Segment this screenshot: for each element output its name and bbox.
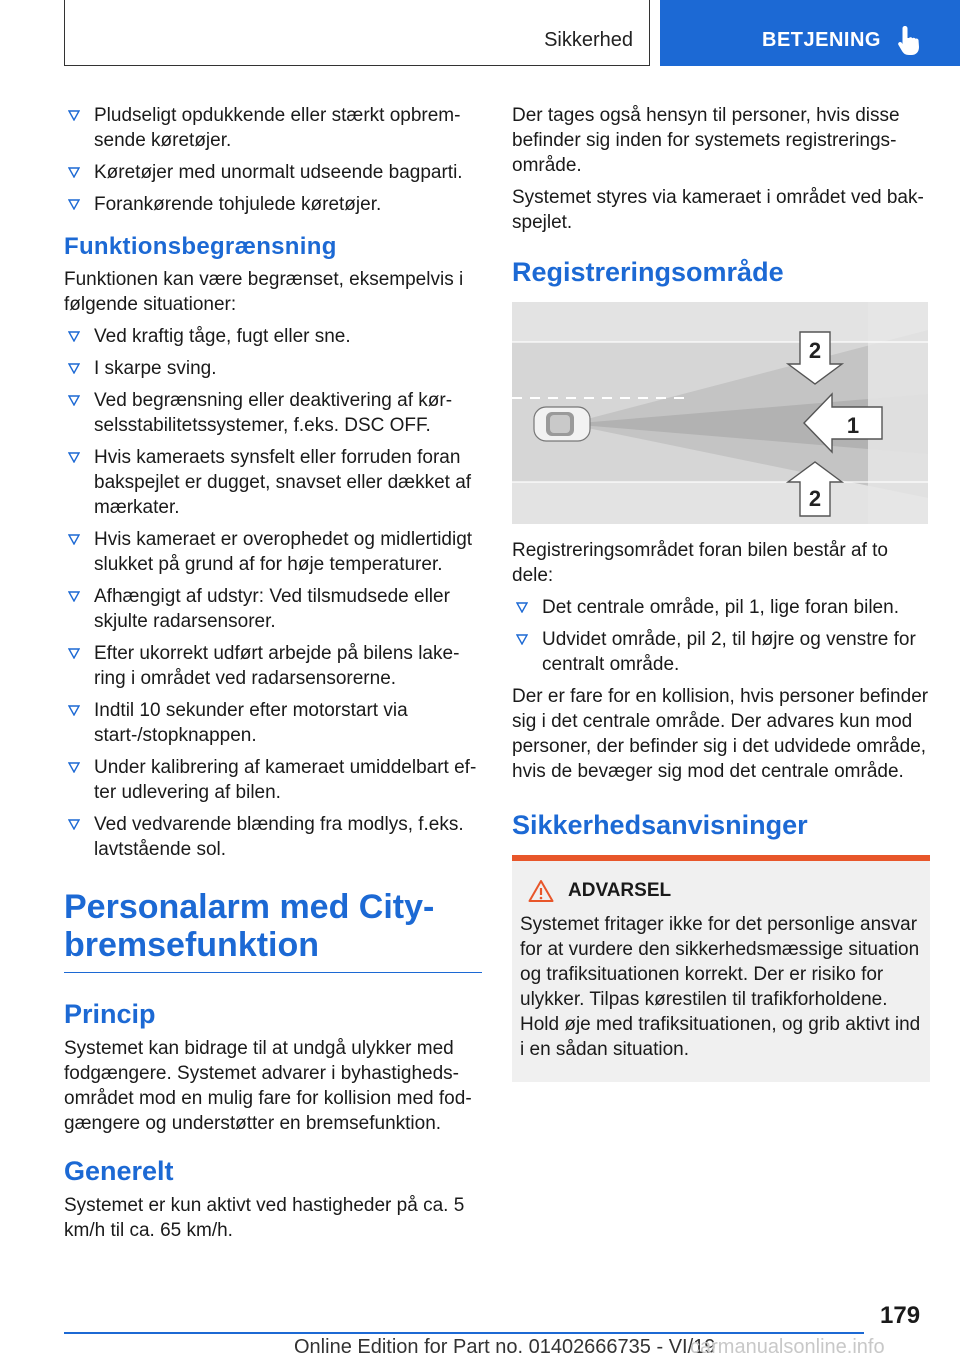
car-top-view-icon bbox=[534, 407, 590, 441]
detection-area-diagram bbox=[512, 302, 928, 524]
bullet-triangle-icon bbox=[68, 819, 80, 830]
paragraph-funktion: Funktionen kan være begrænset, eksempelvis i følgende situationer: bbox=[64, 269, 464, 315]
bullet-triangle-icon bbox=[68, 331, 80, 342]
header-section-box bbox=[64, 0, 650, 66]
bullet-triangle-icon bbox=[68, 648, 80, 659]
bullet-triangle-icon bbox=[68, 167, 80, 178]
list-item: Ved begrænsning eller deaktivering af kørselsstabilitetssystemer, f.eks. DSC OFF. bbox=[64, 388, 482, 438]
vehicle-type-list bbox=[64, 103, 482, 217]
bullet-triangle-icon bbox=[68, 534, 80, 545]
bullet-triangle-icon bbox=[68, 363, 80, 374]
bullet-triangle-icon bbox=[68, 395, 80, 406]
warning-box bbox=[512, 855, 930, 1082]
svg-text:1: 1 bbox=[846, 413, 860, 438]
warning-title: ADVARSEL bbox=[568, 880, 672, 901]
pointing-hand-icon bbox=[896, 24, 922, 56]
paragraph-registrering: Registreringsområdet foran bilen består af to dele: bbox=[512, 540, 888, 586]
watermark: carmanualsonline.info bbox=[690, 1336, 885, 1358]
list-item: Ved kraftig tåge, fugt eller sne. bbox=[64, 324, 482, 349]
right-column bbox=[512, 103, 930, 1082]
bullet-triangle-icon bbox=[68, 452, 80, 463]
heading-princip: Princip bbox=[64, 999, 156, 1029]
heading-registreringsomraade: Registreringsområde bbox=[512, 257, 784, 287]
area-list bbox=[512, 595, 930, 677]
bullet-triangle-icon bbox=[68, 705, 80, 716]
bullet-triangle-icon bbox=[68, 110, 80, 121]
road-top-lane bbox=[512, 302, 928, 342]
footer-edition: Online Edition for Part no. 01402666735 - VI/19 bbox=[294, 1336, 716, 1358]
svg-text:2: 2 bbox=[808, 486, 822, 511]
list-item: Under kalibrering af kameraet umiddelbart efter udlevering af bilen. bbox=[64, 755, 482, 805]
list-item: Pludseligt opdukkende eller stærkt opbremsende køretøjer. bbox=[64, 103, 482, 153]
svg-text:2: 2 bbox=[808, 338, 822, 363]
bullet-triangle-icon bbox=[68, 762, 80, 773]
warning-triangle-icon bbox=[528, 879, 554, 903]
limitation-list bbox=[64, 324, 482, 862]
paragraph-personer: Der tages også hensyn til personer, hvis disse befinder sig inden for systemets registreringsområde. bbox=[512, 105, 900, 176]
bullet-triangle-icon bbox=[516, 602, 528, 613]
list-item: Ved vedvarende blænding fra modlys, f.eks. lavtstående sol. bbox=[64, 812, 482, 862]
paragraph-generelt: Systemet er kun aktivt ved hastigheder på ca. 5 km/h til ca. 65 km/h. bbox=[64, 1195, 465, 1241]
list-item: Hvis kameraet er overophedet og midlertidigt slukket på grund af for høje temperaturer. bbox=[64, 527, 482, 577]
heading-sikkerhedsanvisninger: Sikkerhedsanvisninger bbox=[512, 810, 808, 840]
list-item: Det centrale område, pil 1, lige foran bilen. bbox=[512, 595, 930, 620]
footer-divider bbox=[64, 1332, 864, 1334]
heading-generelt: Generelt bbox=[64, 1156, 174, 1186]
paragraph-kamera: Systemet styres via kameraet i området ved bakspejlet. bbox=[512, 187, 924, 233]
page-number: 179 bbox=[880, 1302, 921, 1329]
list-item: I skarpe sving. bbox=[64, 356, 482, 381]
list-item: Hvis kameraets synsfelt eller forruden foran bakspejlet er dugget, snavset eller dækket af mærkater. bbox=[64, 445, 482, 520]
paragraph-fare: Der er fare for en kollision, hvis personer befinder sig i det centrale område. Der advares kun mod personer, der befinder sig i det udvidede område, hvis de bevæger sig mod det centrale område. bbox=[512, 686, 929, 782]
paragraph-princip: Systemet kan bidrage til at undgå ulykker med fodgængere. Systemet advarer i byhastighedsområdet mod en mulig fare for kollision med fodgængere og understøtter en bremsefunktion. bbox=[64, 1038, 472, 1134]
list-item: Indtil 10 sekunder efter motorstart via start-/stopknappen. bbox=[64, 698, 482, 748]
heading-personalarm: Personalarm med City-bremsefunktion bbox=[64, 888, 482, 973]
list-item: Afhængigt af udstyr: Ved tilsmudsede eller skjulte radarsensorer. bbox=[64, 584, 482, 634]
header-chapter-title: BETJENING bbox=[762, 29, 881, 51]
list-item: Udvidet område, pil 2, til højre og venstre for centralt område. bbox=[512, 627, 930, 677]
bullet-triangle-icon bbox=[516, 634, 528, 645]
road-bottom-lane bbox=[512, 482, 928, 524]
header-section-title: Sikkerhed bbox=[544, 29, 633, 51]
warning-header bbox=[520, 879, 922, 903]
header-chapter-tab[interactable] bbox=[660, 0, 960, 66]
left-column bbox=[64, 103, 482, 1250]
list-item: Køretøjer med unormalt udseende bagparti. bbox=[64, 160, 482, 185]
list-item: Efter ukorrekt udført arbejde på bilens lakering i området ved radarsensorerne. bbox=[64, 641, 482, 691]
warning-text: Systemet fritager ikke for det personlige ansvar for at vurdere den sikkerhedsmæssige situation og trafiksituationen korrekt. Der er risiko for ulykker. Tilpas kørestilen til trafikforholdene. Hold øje med trafiksituationen, og grib aktivt ind i en sådan situation. bbox=[520, 914, 921, 1060]
list-item: Forankørende tohjulede køretøjer. bbox=[64, 192, 482, 217]
heading-funktionsbegraensning: Funktionsbegrænsning bbox=[64, 233, 337, 260]
bullet-triangle-icon bbox=[68, 199, 80, 210]
bullet-triangle-icon bbox=[68, 591, 80, 602]
